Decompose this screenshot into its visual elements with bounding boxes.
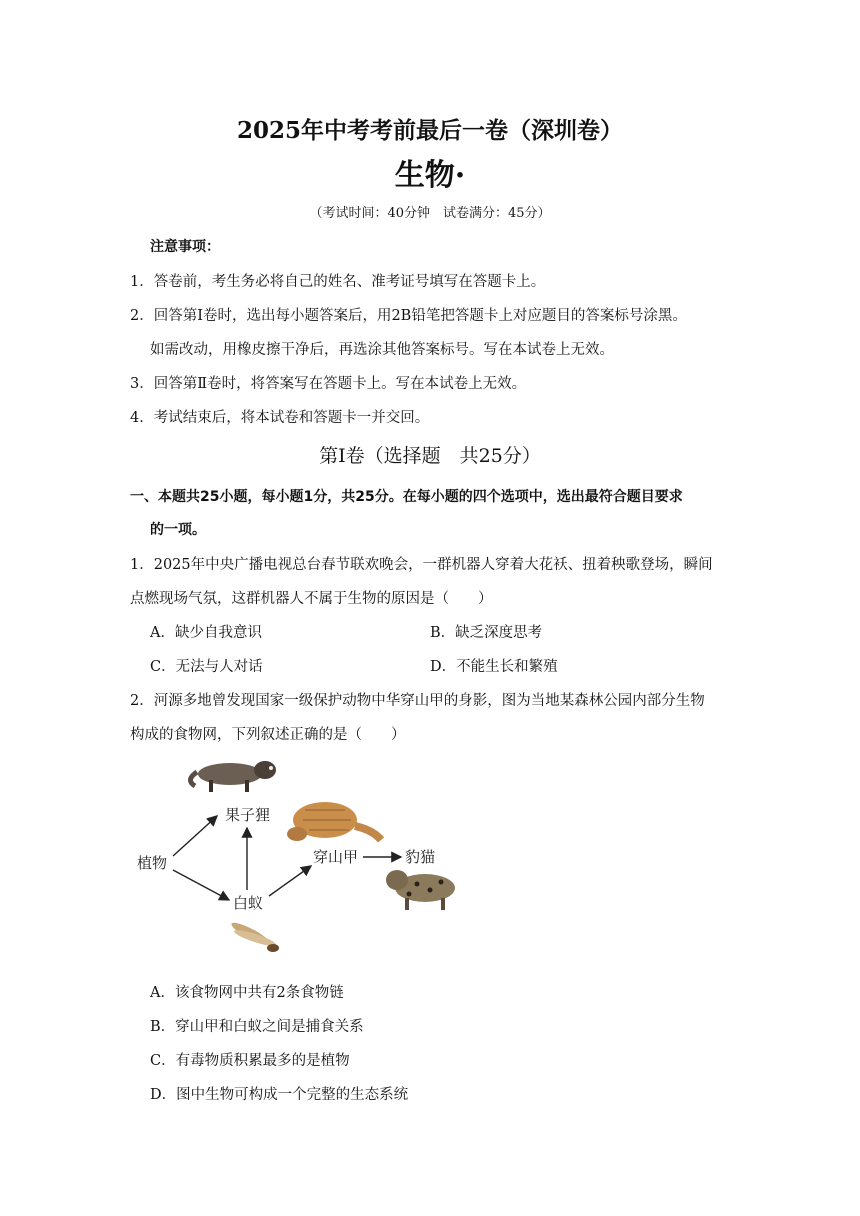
leopard-cat-image bbox=[386, 870, 455, 910]
q1-option-a: A．缺少自我意识 bbox=[150, 625, 262, 641]
q1-option-c: C．无法与人对话 bbox=[150, 659, 263, 675]
node-pangolin: 穿山甲 bbox=[313, 848, 359, 866]
question-1-stem: 点燃现场气氛，这群机器人不属于生物的原因是（ ） bbox=[130, 591, 493, 607]
node-plant: 植物 bbox=[137, 854, 168, 872]
node-leopard-cat: 豹猫 bbox=[405, 848, 436, 866]
food-web-diagram bbox=[125, 748, 485, 962]
note-item: 2．回答第Ⅰ卷时，选出每小题答案后，用2B铅笔把答题卡上对应题目的答案标号涂黑。 bbox=[130, 308, 687, 324]
section-instruction: 的一项。 bbox=[150, 522, 206, 538]
note-item: 4．考试结束后，将本试卷和答题卡一并交回。 bbox=[130, 410, 430, 426]
q2-option-d: D．图中生物可构成一个完整的生态系统 bbox=[150, 1087, 409, 1103]
time-info: （考试时间：40分钟 试卷满分：45分） bbox=[309, 206, 551, 221]
q2-option-b: B．穿山甲和白蚁之间是捕食关系 bbox=[150, 1019, 364, 1035]
question-1-stem: 1．2025年中央广播电视总台春节联欢晚会，一群机器人穿着大花袄、扭着秧歌登场，瞬间 bbox=[130, 557, 713, 573]
q1-option-b: B．缺乏深度思考 bbox=[430, 625, 543, 641]
q1-option-d: D．不能生长和繁殖 bbox=[430, 659, 558, 675]
exam-title: 2025年中考考前最后一卷（深圳卷） bbox=[236, 117, 623, 144]
note-item: 3．回答第Ⅱ卷时，将答案写在答题卡上。写在本试卷上无效。 bbox=[130, 376, 527, 392]
subject-title: 生物· bbox=[394, 158, 466, 193]
arrow-termite-pangolin bbox=[269, 866, 311, 896]
node-civet: 果子狸 bbox=[225, 806, 271, 824]
question-2-stem: 2．河源多地曾发现国家一级保护动物中华穿山甲的身影，图为当地某森林公园内部分生物 bbox=[130, 693, 705, 709]
notes-heading: 注意事项： bbox=[150, 239, 220, 255]
question-2-stem: 构成的食物网，下列叙述正确的是（ ） bbox=[130, 727, 406, 743]
civet-image bbox=[190, 761, 276, 792]
note-item: 1．答卷前，考生务必将自己的姓名、准考证号填写在答题卡上。 bbox=[130, 274, 546, 290]
q2-option-a: A．该食物网中共有2条食物链 bbox=[150, 985, 344, 1001]
note-item: 如需改动，用橡皮擦干净后，再选涂其他答案标号。写在本试卷上无效。 bbox=[150, 342, 614, 358]
arrow-plant-civet bbox=[173, 816, 217, 856]
node-termite: 白蚁 bbox=[233, 894, 264, 912]
pangolin-image bbox=[287, 802, 381, 841]
q2-option-c: C．有毒物质积累最多的是植物 bbox=[150, 1053, 350, 1069]
section-instruction: 一、本题共25小题，每小题1分，共25分。在每小题的四个选项中，选出最符合题目要求 bbox=[130, 489, 683, 505]
termite-image bbox=[229, 919, 279, 952]
section-title: 第Ⅰ卷（选择题 共25分） bbox=[319, 445, 541, 467]
arrow-plant-termite bbox=[173, 870, 229, 900]
